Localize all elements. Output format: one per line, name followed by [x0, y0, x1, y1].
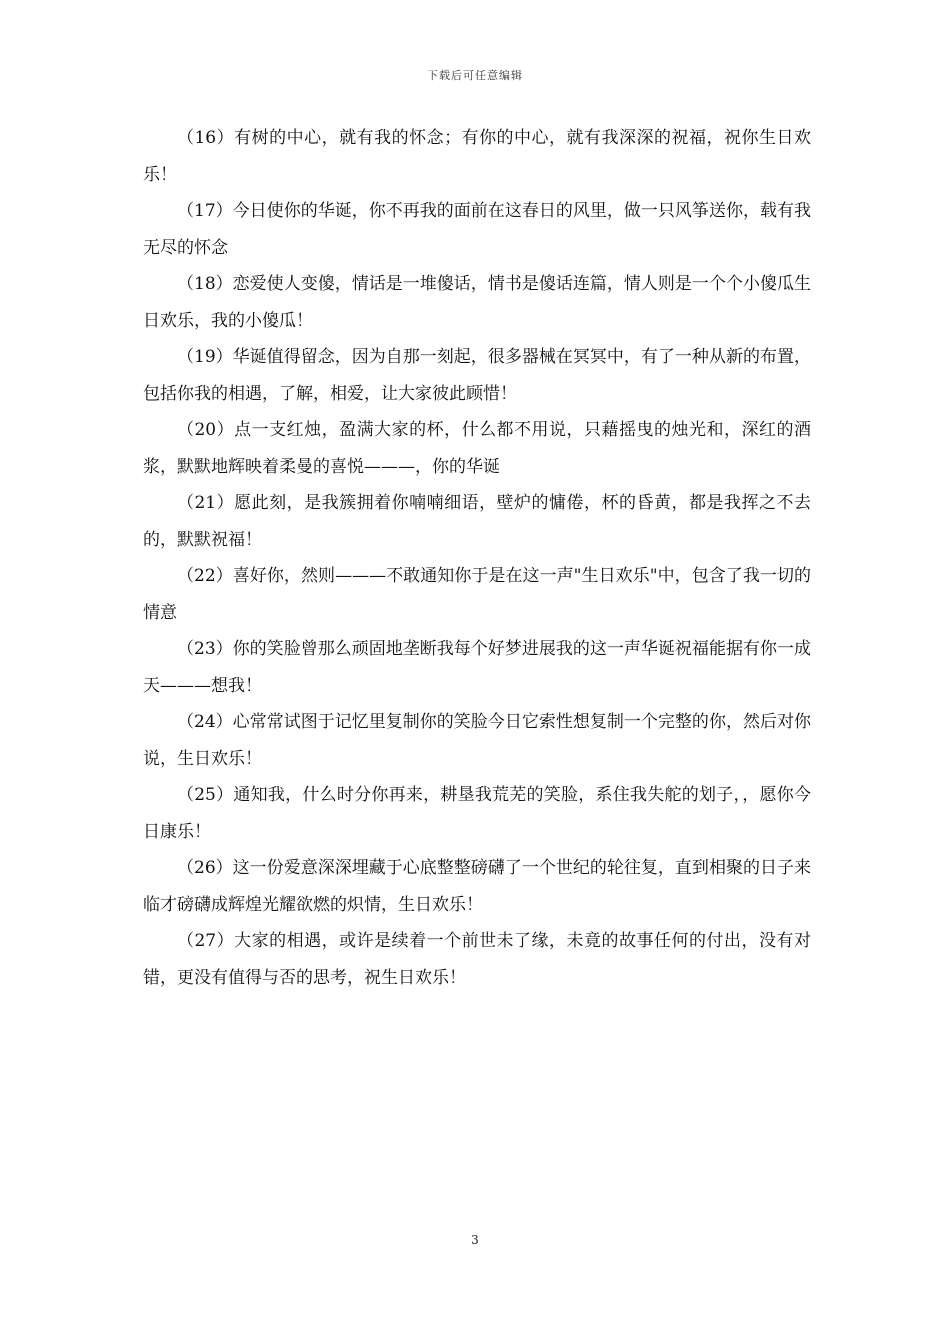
paragraph-22: （22）喜好你，然则———不敢通知你于是在这一声"生日欢乐"中，包含了我一切的情意: [143, 566, 811, 623]
paragraph-20: （20）点一支红烛，盈满大家的杯，什么都不用说，只藉摇曳的烛光和，深红的酒浆，默默地辉映着柔曼的喜悦———，你的华诞: [143, 420, 811, 477]
paragraph-21: （21）愿此刻，是我簇拥着你喃喃细语，壁炉的慵倦，杯的昏黄，都是我挥之不去的，默默祝福！: [143, 493, 811, 550]
paragraph-23: （23）你的笑脸曾那么顽固地垄断我每个好梦进展我的这一声华诞祝福能据有你一成天———想我！: [143, 639, 811, 696]
page-number: 3: [471, 1233, 479, 1247]
paragraph-16: （16）有树的中心，就有我的怀念；有你的中心，就有我深深的祝福，祝你生日欢乐！: [143, 128, 811, 185]
paragraph-25: （25）通知我，什么时分你再来，耕垦我荒芜的笑脸，系住我失舵的划子，，愿你今日康乐！: [143, 785, 811, 842]
document-body: [143, 120, 811, 996]
paragraph-18: （18）恋爱使人变傻，情话是一堆傻话，情书是傻话连篇，情人则是一个个小傻瓜生日欢乐，我的小傻瓜！: [143, 274, 811, 331]
paragraph-17: （17）今日使你的华诞，你不再我的面前在这春日的风里，做一只风筝送你，载有我无尽的怀念: [143, 201, 811, 258]
paragraph-26: （26）这一份爱意深深埋藏于心底整整磅礴了一个世纪的轮往复，直到相聚的日子来临才磅礴成辉煌光耀欲燃的炽情，生日欢乐！: [143, 858, 811, 915]
paragraph-27: （27）大家的相遇，或许是续着一个前世未了缘，未竟的故事任何的付出，没有对错，更没有值得与否的思考，祝生日欢乐！: [143, 931, 811, 988]
paragraph-24: （24）心常常试图于记忆里复制你的笑脸今日它索性想复制一个完整的你，然后对你说，生日欢乐！: [143, 712, 811, 769]
page-header: 下载后可任意编辑: [427, 69, 523, 82]
paragraph-19: （19）华诞值得留念，因为自那一刻起，很多器械在冥冥中，有了一种从新的布置，包括你我的相遇，了解，相爱，让大家彼此顾惜！: [143, 347, 811, 404]
